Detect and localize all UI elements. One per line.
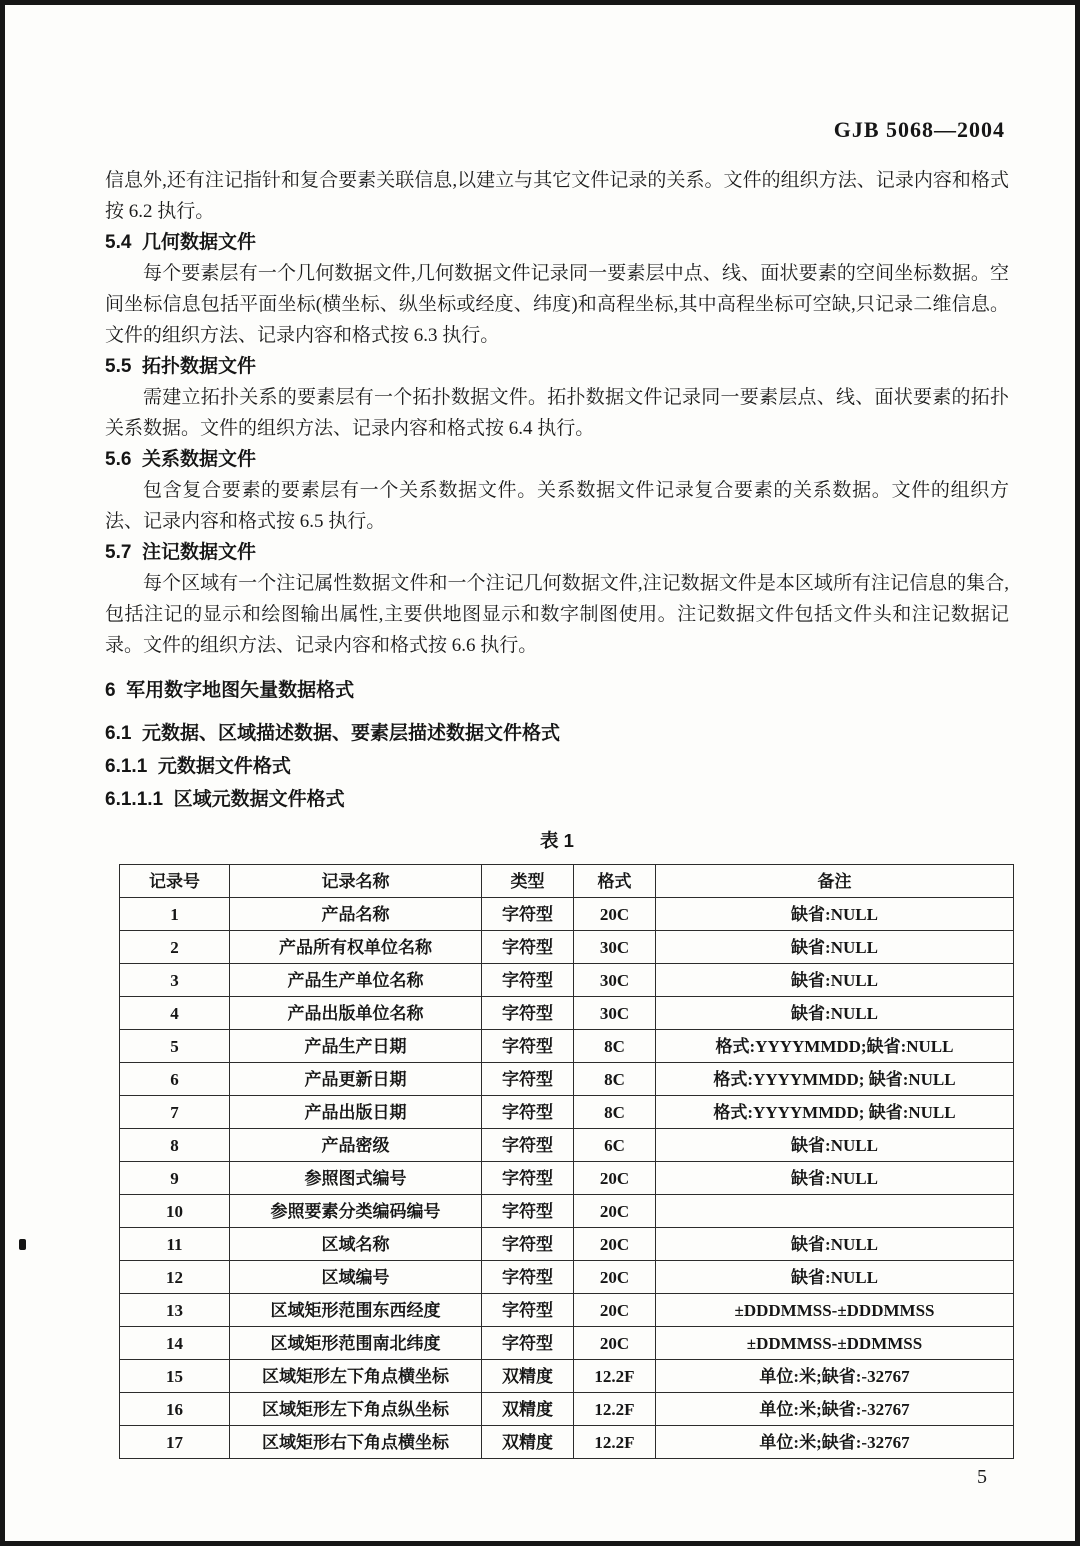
table-cell: 字符型 xyxy=(482,1096,574,1129)
table-cell: 缺省:NULL xyxy=(656,1261,1014,1294)
section-heading-5-6: 5.6 关系数据文件 xyxy=(105,449,256,470)
table-cell: 区域矩形左下角点横坐标 xyxy=(230,1360,482,1393)
table-row xyxy=(120,1030,1014,1063)
table-body xyxy=(120,898,1014,1459)
table-cell: 9 xyxy=(120,1162,230,1195)
table-cell: 20C xyxy=(574,1294,656,1327)
table-cell: 区域矩形范围南北纬度 xyxy=(230,1327,482,1360)
table-cell: 产品密级 xyxy=(230,1129,482,1162)
table-row xyxy=(120,898,1014,931)
table-cell: 5 xyxy=(120,1030,230,1063)
table-cell: 区域编号 xyxy=(230,1261,482,1294)
table-cell xyxy=(656,1195,1014,1228)
table-cell: 20C xyxy=(574,1195,656,1228)
table-cell: 字符型 xyxy=(482,1261,574,1294)
table-row xyxy=(120,1195,1014,1228)
table-row xyxy=(120,997,1014,1030)
table-cell: 8C xyxy=(574,1063,656,1096)
table-row xyxy=(120,1360,1014,1393)
table-row xyxy=(120,1096,1014,1129)
table-cell: 30C xyxy=(574,964,656,997)
table-cell: 16 xyxy=(120,1393,230,1426)
paragraph-5-4: 每个要素层有一个几何数据文件,几何数据文件记录同一要素层中点、线、面状要素的空间坐标数据。空间坐标信息包括平面坐标(横坐标、纵坐标或经度、纬度)和高程坐标,其中高程坐标可空缺,只记录二维信息。文件的组织方法、记录内容和格式按 6.3 执行。 xyxy=(105,263,1009,346)
column-header-record-name: 记录名称 xyxy=(230,865,482,898)
table-cell: 单位:米;缺省:-32767 xyxy=(656,1393,1014,1426)
section-heading-5-7: 5.7 注记数据文件 xyxy=(105,542,256,563)
page-number: 5 xyxy=(977,1466,987,1488)
document-content xyxy=(105,165,1009,1459)
table-cell: 缺省:NULL xyxy=(656,964,1014,997)
section-heading-6-1-1-1: 6.1.1.1 区域元数据文件格式 xyxy=(105,789,345,810)
column-header-type: 类型 xyxy=(482,865,574,898)
table-cell: 字符型 xyxy=(482,964,574,997)
table-cell: 缺省:NULL xyxy=(656,898,1014,931)
table-cell: 格式:YYYYMMDD; 缺省:NULL xyxy=(656,1063,1014,1096)
table-row xyxy=(120,1261,1014,1294)
scan-ink-speck xyxy=(19,1239,26,1250)
paragraph-5-5: 需建立拓扑关系的要素层有一个拓扑数据文件。拓扑数据文件记录同一要素层点、线、面状要素的拓扑关系数据。文件的组织方法、记录内容和格式按 6.4 执行。 xyxy=(105,387,1009,439)
table-cell: 8 xyxy=(120,1129,230,1162)
table-cell: 字符型 xyxy=(482,1195,574,1228)
table-row xyxy=(120,1294,1014,1327)
table-cell: 区域矩形范围东西经度 xyxy=(230,1294,482,1327)
table-cell: ±DDMMSS-±DDMMSS xyxy=(656,1327,1014,1360)
table-row xyxy=(120,964,1014,997)
table-cell: 14 xyxy=(120,1327,230,1360)
table-cell: 产品出版单位名称 xyxy=(230,997,482,1030)
table-cell: 字符型 xyxy=(482,1063,574,1096)
table-cell: 产品生产日期 xyxy=(230,1030,482,1063)
table-cell: 双精度 xyxy=(482,1393,574,1426)
table-cell: 参照图式编号 xyxy=(230,1162,482,1195)
table-cell: 字符型 xyxy=(482,1162,574,1195)
table-cell: 区域名称 xyxy=(230,1228,482,1261)
table-cell: 双精度 xyxy=(482,1360,574,1393)
table-row xyxy=(120,1162,1014,1195)
table-cell: 30C xyxy=(574,997,656,1030)
table-cell: 8C xyxy=(574,1030,656,1063)
table-cell: 字符型 xyxy=(482,1327,574,1360)
table-cell: ±DDDMMSS-±DDDMMSS xyxy=(656,1294,1014,1327)
metadata-format-table xyxy=(119,864,1014,1459)
table-cell: 20C xyxy=(574,1261,656,1294)
table-cell: 格式:YYYYMMDD; 缺省:NULL xyxy=(656,1096,1014,1129)
table-cell: 8C xyxy=(574,1096,656,1129)
table-cell: 3 xyxy=(120,964,230,997)
table-cell: 字符型 xyxy=(482,931,574,964)
table-cell: 12.2F xyxy=(574,1426,656,1459)
table-cell: 2 xyxy=(120,931,230,964)
table-cell: 6C xyxy=(574,1129,656,1162)
section-heading-6-1: 6.1 元数据、区域描述数据、要素层描述数据文件格式 xyxy=(105,723,560,744)
table-header-row xyxy=(120,865,1014,898)
table-cell: 20C xyxy=(574,1162,656,1195)
table-cell: 缺省:NULL xyxy=(656,931,1014,964)
column-header-record-number: 记录号 xyxy=(120,865,230,898)
table-cell: 格式:YYYYMMDD;缺省:NULL xyxy=(656,1030,1014,1063)
column-header-format: 格式 xyxy=(574,865,656,898)
table-cell: 参照要素分类编码编号 xyxy=(230,1195,482,1228)
table-row xyxy=(120,1063,1014,1096)
table-cell: 20C xyxy=(574,898,656,931)
table-cell: 缺省:NULL xyxy=(656,1162,1014,1195)
table-cell: 字符型 xyxy=(482,1228,574,1261)
table-cell: 产品名称 xyxy=(230,898,482,931)
column-header-remarks: 备注 xyxy=(656,865,1014,898)
table-cell: 双精度 xyxy=(482,1426,574,1459)
table-cell: 13 xyxy=(120,1294,230,1327)
table-cell: 区域矩形右下角点横坐标 xyxy=(230,1426,482,1459)
table-row xyxy=(120,931,1014,964)
table-row xyxy=(120,1228,1014,1261)
table-cell: 7 xyxy=(120,1096,230,1129)
table-cell: 20C xyxy=(574,1327,656,1360)
table-cell: 15 xyxy=(120,1360,230,1393)
table-cell: 20C xyxy=(574,1228,656,1261)
table-cell: 字符型 xyxy=(482,898,574,931)
table-cell: 产品更新日期 xyxy=(230,1063,482,1096)
section-heading-5-4: 5.4 几何数据文件 xyxy=(105,232,256,253)
table-caption: 表 1 xyxy=(540,830,574,851)
table-cell: 产品生产单位名称 xyxy=(230,964,482,997)
table-cell: 12 xyxy=(120,1261,230,1294)
table-cell: 产品所有权单位名称 xyxy=(230,931,482,964)
table-cell: 字符型 xyxy=(482,997,574,1030)
table-header xyxy=(120,865,1014,898)
table-cell: 6 xyxy=(120,1063,230,1096)
table-cell: 产品出版日期 xyxy=(230,1096,482,1129)
paragraph-5-7: 每个区域有一个注记属性数据文件和一个注记几何数据文件,注记数据文件是本区域所有注记信息的集合,包括注记的显示和绘图输出属性,主要供地图显示和数字制图使用。注记数据文件包括文件头和注记数据记录。文件的组织方法、记录内容和格式按 6.6 执行。 xyxy=(105,573,1009,656)
table-row xyxy=(120,1426,1014,1459)
table-cell: 1 xyxy=(120,898,230,931)
section-heading-5-5: 5.5 拓扑数据文件 xyxy=(105,356,256,377)
table-row xyxy=(120,1129,1014,1162)
table-cell: 4 xyxy=(120,997,230,1030)
paragraph-5-6: 包含复合要素的要素层有一个关系数据文件。关系数据文件记录复合要素的关系数据。文件的组织方法、记录内容和格式按 6.5 执行。 xyxy=(105,480,1009,532)
table-cell: 单位:米;缺省:-32767 xyxy=(656,1360,1014,1393)
table-row xyxy=(120,1327,1014,1360)
paragraph-continuation: 信息外,还有注记指针和复合要素关联信息,以建立与其它文件记录的关系。文件的组织方法、记录内容和格式按 6.2 执行。 xyxy=(105,170,1009,222)
table-cell: 11 xyxy=(120,1228,230,1261)
table-cell: 10 xyxy=(120,1195,230,1228)
table-cell: 字符型 xyxy=(482,1294,574,1327)
table-cell: 12.2F xyxy=(574,1360,656,1393)
table-cell: 缺省:NULL xyxy=(656,1228,1014,1261)
table-row xyxy=(120,1393,1014,1426)
section-heading-6-1-1: 6.1.1 元数据文件格式 xyxy=(105,756,291,777)
standard-code: GJB 5068—2004 xyxy=(833,117,1005,142)
table-cell: 区域矩形左下角点纵坐标 xyxy=(230,1393,482,1426)
table-cell: 单位:米;缺省:-32767 xyxy=(656,1426,1014,1459)
table-cell: 字符型 xyxy=(482,1030,574,1063)
table-cell: 字符型 xyxy=(482,1129,574,1162)
table-cell: 17 xyxy=(120,1426,230,1459)
table-cell: 30C xyxy=(574,931,656,964)
table-cell: 缺省:NULL xyxy=(656,997,1014,1030)
table-cell: 12.2F xyxy=(574,1393,656,1426)
table-cell: 缺省:NULL xyxy=(656,1129,1014,1162)
chapter-heading-6: 6 军用数字地图矢量数据格式 xyxy=(105,680,355,701)
